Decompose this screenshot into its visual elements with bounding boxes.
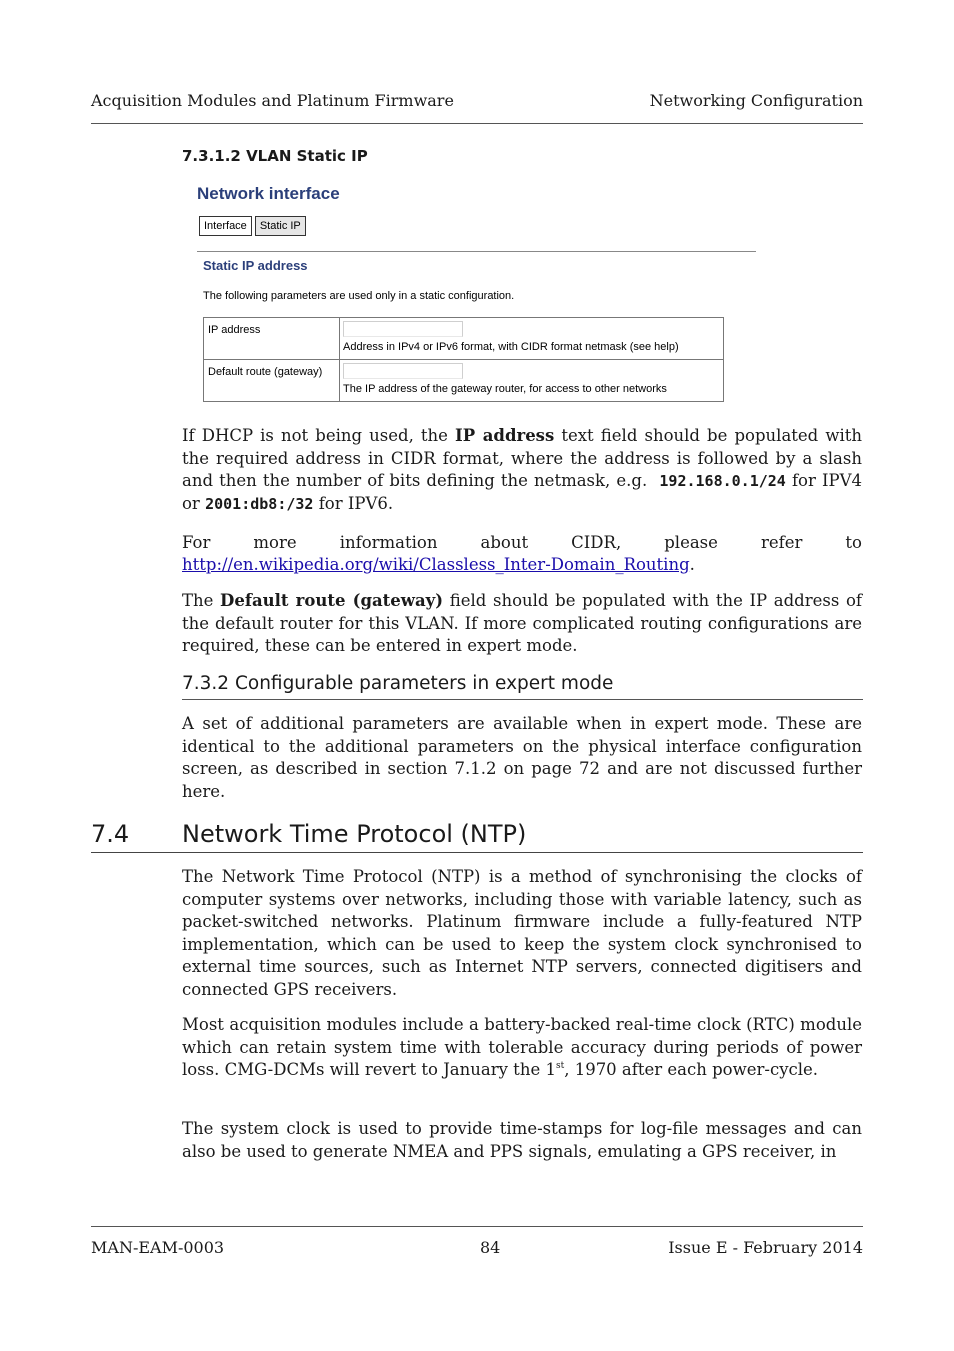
divider: [197, 251, 756, 252]
page-footer: [91, 1226, 863, 1257]
header-chapter-title: Networking Configuration: [649, 91, 863, 110]
default-route-field[interactable]: [343, 363, 463, 379]
section-heading-74: [91, 817, 863, 853]
paragraph-system-clock: The system clock is used to provide time-stamps for log-file messages and can also be used to generate NMEA and PPS signals, emulating a GPS receiver, in: [182, 1119, 862, 1161]
ip-address-label: IP address: [204, 318, 340, 360]
paragraph-dhcp: If DHCP is not being used, the IP address text field should be populated with the required address in CIDR format, where the address is followed by a slash and then the number of bits defining the netmask, e.g. 192.168.0.1/24 for IPV4 or 2001:db8:/32 for IPV6.: [182, 426, 863, 513]
section-title: Network Time Protocol (NTP): [182, 820, 527, 848]
paragraph-rtc: Most acquisition modules include a battery-backed real-time clock (RTC) module which can retain system time with tolerable accuracy during periods of power loss. CMG-DCMs will revert to January the 1st, 1970 after each power-cycle.: [182, 1015, 862, 1079]
static-ip-section-title: Static IP address: [203, 258, 308, 273]
tab-interface[interactable]: Interface: [199, 216, 252, 236]
default-route-row: [204, 360, 724, 402]
ipv6-example: 2001:db8:/32: [205, 494, 314, 513]
tab-bar: [199, 216, 306, 236]
header-doc-title: Acquisition Modules and Platinum Firmware: [91, 91, 454, 110]
network-interface-title: Network interface: [197, 184, 340, 203]
section-heading-732: 7.3.2 Configurable parameters in expert mode: [182, 673, 863, 700]
ip-address-hint: Address in IPv4 or IPv6 format, with CIDR format netmask (see help): [343, 341, 679, 353]
page-header: [91, 90, 863, 124]
cidr-wikipedia-link[interactable]: http://en.wikipedia.org/wiki/Classless_Inter-Domain_Routing: [182, 555, 690, 574]
paragraph-cidr: For more information about CIDR, please refer to: [182, 533, 862, 552]
document-number: MAN-EAM-0003: [91, 1238, 225, 1257]
default-route-label: Default route (gateway): [204, 360, 340, 402]
ordinal-suffix: st: [555, 1061, 565, 1071]
ip-address-row: [204, 318, 724, 360]
static-config-note: The following parameters are used only in a static configuration.: [203, 290, 515, 302]
page-number: 84: [480, 1238, 501, 1257]
paragraph-ntp-intro: The Network Time Protocol (NTP) is a method of synchronising the clocks of computer systems over networks, including those with variable latency, such as packet-switched networks. Platinum firmware include a fully-featured NTP implementation, which can be used to keep the system clock synchronised to external time sources, such as Internet NTP servers, connected digitisers and connected GPS receivers.: [182, 867, 862, 999]
paragraph-default-route: The Default route (gateway) field should be populated with the IP address of the default router for this VLAN. If more complicated routing configurations are required, these can be entered in expert mode.: [182, 591, 862, 655]
default-route-hint: The IP address of the gateway router, for access to other networks: [343, 383, 667, 395]
default-route-term: Default route (gateway): [220, 591, 444, 610]
static-ip-form: [203, 317, 724, 402]
tab-static-ip[interactable]: Static IP: [255, 216, 306, 236]
section-heading-7312: 7.3.1.2 VLAN Static IP: [182, 147, 368, 165]
ip-address-term: IP address: [455, 426, 555, 445]
network-interface-screenshot: [197, 182, 757, 407]
ipv4-example: 192.168.0.1/24: [659, 472, 786, 490]
ip-address-field[interactable]: [343, 321, 463, 337]
paragraph-cidr-link-line: http://en.wikipedia.org/wiki/Classless_Inter-Domain_Routing.: [182, 555, 695, 574]
section-number: 7.4: [91, 820, 130, 848]
issue-date: Issue E - February 2014: [668, 1238, 863, 1257]
paragraph-expert-mode: A set of additional parameters are available when in expert mode. These are identical to the additional parameters on the physical interface configuration screen, as described in section 7.1.2 on page 72 and are not discussed further here.: [182, 714, 862, 801]
